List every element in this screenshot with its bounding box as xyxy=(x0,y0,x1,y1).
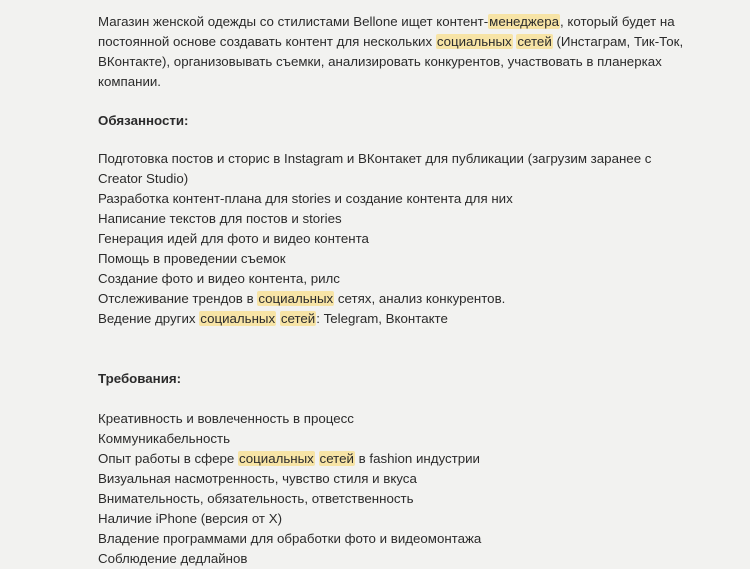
list-item: Разработка контент-плана для stories и создание контента для них xyxy=(98,191,513,206)
responsibilities-list xyxy=(98,149,688,329)
job-description xyxy=(98,12,688,569)
intro-paragraph xyxy=(98,12,688,92)
list-item: Владение программами для обработки фото и видеомонтажа xyxy=(98,531,482,546)
list-item: Создание фото и видео контента, рилс xyxy=(98,271,340,286)
search-highlight: социальных xyxy=(200,311,276,326)
list-item: Креативность и вовлеченность в процесс xyxy=(98,411,354,426)
intro-text-part: (Инстаграм, Тик-Ток, ВКонтакте), организовывать съемки, анализировать конкурентов, участвовать в планерках компании. xyxy=(98,34,684,89)
list-item-text: : Telegram, Вконтакте xyxy=(316,311,448,326)
search-highlight: сетей xyxy=(517,34,552,49)
list-item: Визуальная насмотренность, чувство стиля и вкуса xyxy=(98,471,417,486)
list-item xyxy=(98,309,688,329)
search-highlight: менеджера xyxy=(489,14,559,29)
list-item: Внимательность, обязательность, ответственность xyxy=(98,491,414,506)
list-item-text xyxy=(315,451,319,466)
list-item: Написание текстов для постов и stories xyxy=(98,211,342,226)
intro-text-part: , который будет на постоянной основе создавать контент для нескольких xyxy=(98,14,675,49)
list-item-text: сетях, анализ конкурентов. xyxy=(334,291,506,306)
search-highlight: сетей xyxy=(319,451,354,466)
search-highlight: сетей xyxy=(280,311,316,326)
search-highlight: социальных xyxy=(258,291,334,306)
list-item: Помощь в проведении съемок xyxy=(98,251,286,266)
list-item: Генерация идей для фото и видео контента xyxy=(98,231,369,246)
search-highlight: социальных xyxy=(238,451,314,466)
list-item: Наличие iPhone (версия от X) xyxy=(98,511,283,526)
search-highlight: социальных xyxy=(436,34,512,49)
list-item xyxy=(98,449,688,469)
responsibilities-heading: Обязанности: xyxy=(98,113,189,128)
list-item-text: Отслеживание трендов в xyxy=(98,291,258,306)
list-item-text: Ведение других xyxy=(98,311,200,326)
list-item xyxy=(98,289,688,309)
intro-text xyxy=(98,12,688,92)
requirements-list xyxy=(98,409,688,569)
list-item: Соблюдение дедлайнов xyxy=(98,551,248,566)
list-item-text: Опыт работы в сфере xyxy=(98,451,238,466)
requirements-heading: Требования: xyxy=(98,371,182,386)
list-item-text: в fashion индустрии xyxy=(354,451,480,466)
intro-text-part: Магазин женской одежды со стилистами Bellone ищет контент- xyxy=(98,14,489,29)
list-item: Коммуникабельность xyxy=(98,431,231,446)
list-item: Подготовка постов и сторис в Instagram и ВКонтакет для публикации (загрузим заранее с Creator Studio) xyxy=(98,151,652,186)
